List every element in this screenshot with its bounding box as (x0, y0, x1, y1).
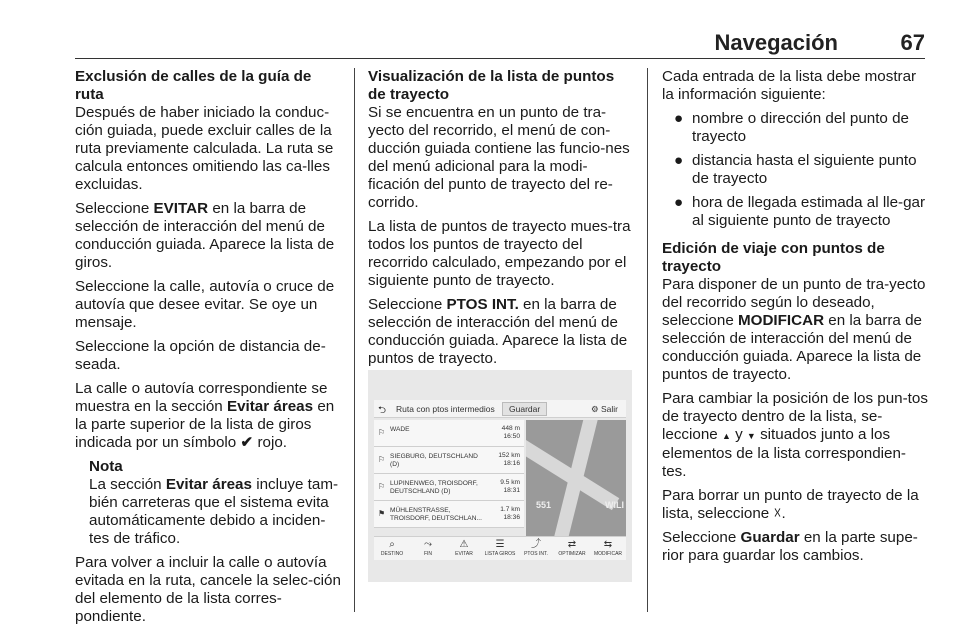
header-rule (75, 58, 925, 59)
map-view (526, 420, 626, 538)
keyword-evitar: EVITAR (153, 200, 209, 217)
screen-button-lista-giros: ☰ LISTA GIROS (482, 537, 518, 560)
list-item: ● distancia hasta el siguiente punto de trayecto (674, 152, 917, 187)
screen-title-bar (374, 400, 626, 418)
check-icon: ✔ (240, 434, 254, 451)
search-icon: ⌕ (389, 539, 395, 550)
page-title: Navegación (714, 30, 838, 55)
section-heading-edit-trip: Edición de viaje con puntos de trayecto (662, 240, 885, 275)
list-item: ⚑ MÜHLENSTRASSE, TROISDORF, DEUTSCHLAN... 1.7 km 18:36 (374, 501, 524, 528)
avoid-icon: ⚠ (459, 539, 469, 550)
route-end-icon: ⤳ (424, 539, 432, 550)
waypoint-icon: ⚐ (378, 455, 386, 464)
paragraph: Para borrar un punto de trayecto de la lista, seleccione ☓. (662, 487, 919, 522)
column-divider-2 (647, 68, 648, 612)
screen-button-optimizar: ⇄ OPTIMIZAR (554, 537, 590, 560)
paragraph: Para volver a incluir la calle o autovía evitada en la ruta, cancele la selec-ción del elemento de la lista corres-pondiente. (75, 554, 341, 625)
interaction-bar (374, 536, 626, 560)
waypoints-icon: ⤴ (531, 539, 541, 550)
list-item: ● nombre o dirección del punto de trayecto (674, 110, 909, 145)
paragraph: Para disponer de un punto de tra-yecto del recorrido según lo deseado, seleccione MODIFICAR en la barra de selección de interacción del menú de conducción guiada. Aparece la lista de puntos de trayecto. (662, 276, 926, 383)
paragraph: Seleccione Guardar en la parte supe-rior para guardar los cambios. (662, 529, 918, 564)
paragraph: Si se encuentra en un punto de tra-yecto del recorrido, el menú de con-ducción guiada contiene las funcio-nes del menú adicional para la modi-ficación del punto de trayecto del re-corrido. (368, 104, 630, 211)
screen-button-modificar: ⇆ MODIFICAR (590, 537, 626, 560)
optimize-icon: ⇄ (567, 539, 577, 550)
paragraph: La calle o autovía correspondiente se muestra en la sección Evitar áreas en la parte superior de la lista de giros indicada por un símbolo ✔ rojo. (75, 380, 335, 451)
keyword-evitar-areas: Evitar áreas (165, 476, 252, 493)
list-icon: ☰ (495, 539, 505, 550)
column-2 (368, 68, 632, 374)
column-3 (662, 68, 928, 571)
note-title: Nota (89, 458, 123, 475)
screen-button-fin: ⤳ FIN (410, 537, 446, 560)
section-heading-waypoint-list: Visualización de la lista de puntos de trayecto (368, 68, 615, 103)
screen-button-evitar: ⚠ EVITAR (446, 537, 482, 560)
waypoint-icon: ⚐ (378, 428, 386, 437)
paragraph: La lista de puntos de trayecto mues-tra todos los puntos de trayecto del recorrido calculado, empezando por el siguiente punto de trayecto. (368, 218, 631, 289)
paragraph: Seleccione EVITAR en la barra de selección de interacción del menú de conducción guiada. Aparece la lista de giros. (75, 200, 335, 271)
keyword-evitar-areas: Evitar áreas (226, 398, 314, 415)
page-number: 67 (900, 30, 925, 55)
screen-button-ptos-int: ⤴ PTOS INT. (518, 537, 554, 560)
screen-title: Ruta con ptos intermedios (396, 404, 495, 414)
page-header (0, 22, 960, 62)
info-list (662, 110, 928, 230)
paragraph: Para cambiar la posición de los pun-tos de trayecto dentro de la lista, se-leccione ▲ y ▼ situados junto a los elementos de la lista correspondien-tes. (662, 390, 928, 480)
paragraph: Seleccione PTOS INT. en la barra de selección de interacción del menú de conducción guiada. Aparece la lista de puntos de trayecto. (368, 296, 628, 367)
modify-icon: ⇆ (603, 539, 613, 550)
map-label: 551 (536, 500, 552, 510)
section-heading-exclusion: Exclusión de calles de la guía de ruta (75, 68, 312, 103)
keyword-guardar: Guardar (740, 529, 800, 546)
list-item: ⚐ LUPINENWEG, TROISDORF, DEUTSCHLAND (D) 9.5 km 18:31 (374, 474, 524, 501)
screen-button-destino: ⌕ DESTINO (374, 537, 410, 560)
bullet-icon: ● (674, 194, 684, 211)
arrow-up-icon: ▲ (721, 431, 731, 441)
keyword-ptos-int: PTOS INT. (446, 296, 519, 313)
list-item: ⚐ SIEGBURG, DEUTSCHLAND (D) 152 km 18:16 (374, 447, 524, 474)
column-divider-1 (354, 68, 355, 612)
bullet-icon: ● (674, 152, 684, 169)
paragraph: Cada entrada de la lista debe mostrar la información siguiente: (662, 68, 917, 103)
screen-save-button: Guardar (502, 402, 547, 416)
navigation-screen-figure (368, 370, 632, 582)
paragraph: Seleccione la calle, autovía o cruce de autovía que desee evitar. Se oye un mensaje. (75, 278, 335, 331)
waypoint-list (374, 420, 524, 528)
list-item: ⚐ WADE 448 m 16:50 (374, 420, 524, 447)
map-label: WILI (605, 500, 624, 510)
screen-exit-button: ⚙ Salir (591, 404, 618, 414)
waypoint-icon: ⚐ (378, 482, 386, 491)
destination-flag-icon: ⚑ (378, 509, 386, 518)
paragraph: Seleccione la opción de distancia de-seada. (75, 338, 326, 373)
note-box: Nota La sección Evitar áreas incluye tam-bién carreteras que el sistema evita automáticamente debido a inciden-tes de tráfico. (75, 458, 343, 548)
bullet-icon: ● (674, 110, 684, 127)
close-icon: ☓ (773, 505, 782, 522)
paragraph: Después de haber iniciado la conduc-ción guiada, puede excluir calles de la ruta previamente calculada. La ruta se calcula entonces omitiendo las ca-lles excluidas. (75, 104, 334, 193)
list-item: ● hora de llegada estimada al lle-gar al siguiente punto de trayecto (674, 194, 926, 229)
arrow-down-icon: ▼ (746, 431, 756, 441)
column-1 (75, 68, 343, 632)
map-road (547, 420, 599, 538)
back-arrow-icon: ⮌ (378, 405, 387, 416)
keyword-modificar: MODIFICAR (737, 312, 825, 329)
